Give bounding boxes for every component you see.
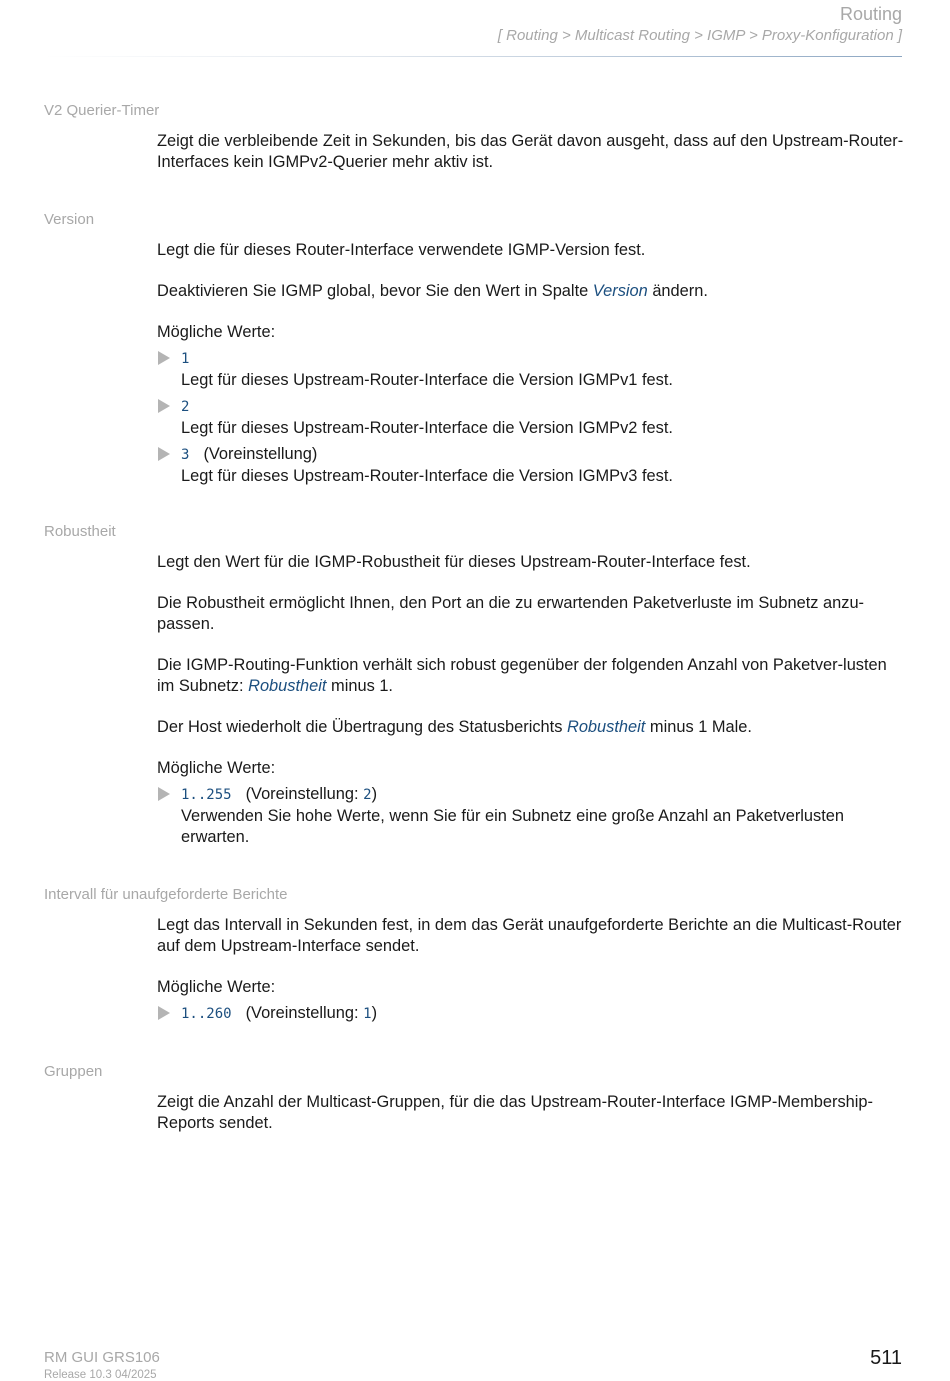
robustness-values-label: Mögliche Werte: xyxy=(157,759,276,777)
interval-description: Legt das Intervall in Sekunden fest, in dem das Gerät unaufgeforderte Berichte an die Multicast-Router auf dem Upstream-Interface sendet. xyxy=(157,916,902,955)
version-option xyxy=(157,444,907,487)
interval-option: 1..260 (Voreinstellung: 1) xyxy=(157,1003,907,1025)
section-groups xyxy=(157,1092,907,1134)
robustness-option-desc: Verwenden Sie hohe Werte, wenn Sie für ein Subnetz eine große Anzahl an Paketverlusten erwarten. xyxy=(181,807,845,846)
section-label-version: Version xyxy=(44,211,95,228)
version-value-desc: Legt für dieses Upstream-Router-Interface die Version IGMPv3 fest. xyxy=(181,467,673,485)
bullet-triangle-icon xyxy=(158,1006,170,1020)
robustness-port-note: Die Robustheit ermöglicht Ihnen, den Port an die zu erwartenden Paketverluste im Subnetz anzu-passen. xyxy=(157,594,865,633)
robustness-routing-note: Die IGMP-Routing-Funktion verhält sich robust gegenüber der folgenden Anzahl von Paketver-lusten im Subnetz: Robustheit minus 1. xyxy=(157,656,887,695)
version-value-code: 1 xyxy=(181,351,190,367)
robustness-default: 2 xyxy=(363,787,372,803)
bullet-triangle-icon xyxy=(158,399,170,413)
section-robustness xyxy=(157,552,907,848)
bullet-triangle-icon xyxy=(158,351,170,365)
version-option xyxy=(157,348,907,391)
robustness-option: 1..255 (Voreinstellung: 2) Verwenden Sie hohe Werte, wenn Sie für ein Subnetz eine große Anzahl an Paketverlusten erwarten. xyxy=(157,784,907,848)
page-number: 511 xyxy=(870,1347,902,1369)
footer-document-name: RM GUI GRS106 xyxy=(44,1349,160,1366)
bullet-triangle-icon xyxy=(158,447,170,461)
section-label-groups: Gruppen xyxy=(44,1063,103,1080)
version-option xyxy=(157,396,907,439)
bullet-triangle-icon xyxy=(158,787,170,801)
robustness-ref: Robustheit xyxy=(248,677,327,695)
version-values-label: Mögliche Werte: xyxy=(157,323,276,341)
version-value-code: 2 xyxy=(181,399,190,415)
version-value-note: (Voreinstellung) xyxy=(203,445,318,463)
version-value-desc: Legt für dieses Upstream-Router-Interface die Version IGMPv2 fest. xyxy=(181,419,673,437)
querier-description: Zeigt die verbleibende Zeit in Sekunden, bis das Gerät davon ausgeht, dass auf den Upstream-Router-Interfaces kein IGMPv2-Querier mehr aktiv ist. xyxy=(157,132,904,171)
section-version xyxy=(157,240,907,487)
section-querier-timer xyxy=(157,131,907,173)
robustness-host-note: Der Host wiederholt die Übertragung des Statusberichts Robustheit minus 1 Male. xyxy=(157,718,752,736)
robustness-ref: Robustheit xyxy=(566,718,646,736)
interval-default: 1 xyxy=(363,1006,372,1022)
section-label-querier-timer: V2 Querier-Timer xyxy=(44,102,160,119)
interval-values-label: Mögliche Werte: xyxy=(157,978,276,996)
version-value-desc: Legt für dieses Upstream-Router-Interface die Version IGMPv1 fest. xyxy=(181,371,673,389)
version-note: Deaktivieren Sie IGMP global, bevor Sie den Wert in Spalte Version ändern. xyxy=(157,282,708,300)
section-label-robustness: Robustheit xyxy=(44,523,116,540)
footer-release: Release 10.3 04/2025 xyxy=(44,1369,157,1381)
version-column-ref: Version xyxy=(592,282,648,300)
groups-description: Zeigt die Anzahl der Multicast-Gruppen, für die das Upstream-Router-Interface IGMP-Membership-Reports sendet. xyxy=(157,1093,874,1132)
page-header-title: Routing xyxy=(839,4,902,24)
robustness-description: Legt den Wert für die IGMP-Robustheit für dieses Upstream-Router-Interface fest. xyxy=(157,553,751,571)
section-label-report-interval: Intervall für unaufgeforderte Berichte xyxy=(44,886,288,903)
header-divider xyxy=(44,56,902,57)
version-value-code: 3 xyxy=(181,447,190,463)
section-report-interval xyxy=(157,915,907,1025)
breadcrumb: [ Routing > Multicast Routing > IGMP > Proxy-Konfiguration ] xyxy=(497,27,902,44)
version-description: Legt die für dieses Router-Interface verwendete IGMP-Version fest. xyxy=(157,241,646,259)
robustness-range-code: 1..255 xyxy=(181,787,232,803)
interval-range-code: 1..260 xyxy=(181,1006,232,1022)
